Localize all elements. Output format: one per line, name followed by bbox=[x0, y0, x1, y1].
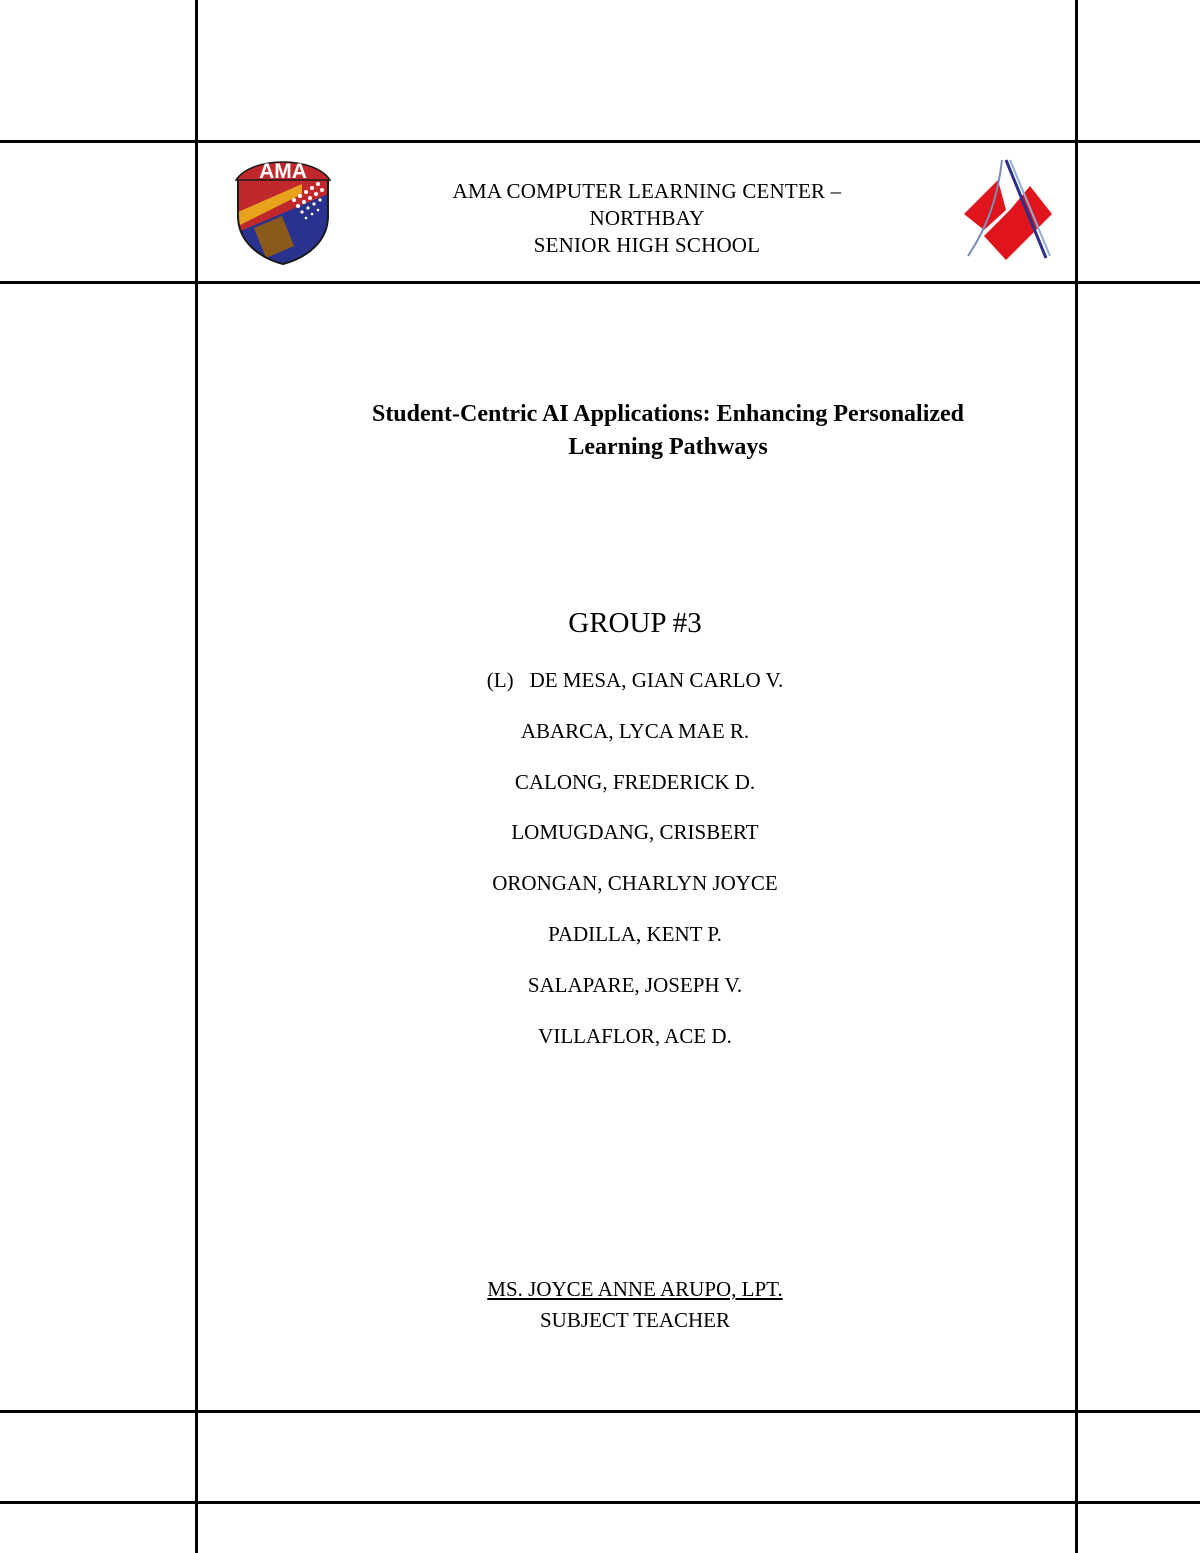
member-item: ABARCA, LYCA MAE R. bbox=[520, 718, 750, 743]
header-bottom-line bbox=[0, 281, 1200, 284]
right-border-line bbox=[1075, 0, 1078, 1553]
ama-crest-text: AMA bbox=[259, 160, 307, 183]
teacher-name: MS. JOYCE ANNE ARUPO, LPT. bbox=[487, 1277, 783, 1301]
left-border-line bbox=[195, 0, 198, 1553]
school-name-line2: NORTHBAY bbox=[589, 206, 705, 230]
research-title-line1: Student-Centric AI Applications: Enhancing Personalized bbox=[371, 401, 965, 427]
ama-crest-icon bbox=[232, 154, 334, 266]
teacher-block bbox=[380, 1274, 890, 1336]
member-item: PADILLA, KENT P. bbox=[548, 921, 722, 946]
member-name: DE MESA, GIAN CARLO V. bbox=[529, 668, 784, 692]
member-item: ORONGAN, CHARLYN JOYCE bbox=[492, 871, 778, 896]
teacher-role: SUBJECT TEACHER bbox=[539, 1308, 730, 1332]
member-item-leader bbox=[380, 664, 890, 715]
leader-tag: (L) bbox=[486, 668, 514, 692]
member-item: SALAPARE, JOSEPH V. bbox=[527, 972, 743, 997]
research-title bbox=[300, 398, 1036, 464]
member-item: VILLAFLOR, ACE D. bbox=[538, 1023, 732, 1048]
footer-top-line bbox=[0, 1410, 1200, 1413]
school-header bbox=[400, 178, 894, 259]
member-item: CALONG, FREDERICK D. bbox=[514, 769, 756, 794]
school-name-line3: SENIOR HIGH SCHOOL bbox=[533, 233, 761, 257]
red-diamond-logo-icon bbox=[958, 156, 1058, 264]
header-top-line bbox=[0, 140, 1200, 143]
research-title-line2: Learning Pathways bbox=[568, 434, 768, 460]
school-name-line1: AMA COMPUTER LEARNING CENTER – bbox=[452, 179, 842, 203]
footer-bottom-line bbox=[0, 1501, 1200, 1504]
group-label: GROUP #3 bbox=[568, 607, 702, 639]
member-list bbox=[380, 664, 890, 1070]
member-item: LOMUGDANG, CRISBERT bbox=[511, 820, 759, 845]
